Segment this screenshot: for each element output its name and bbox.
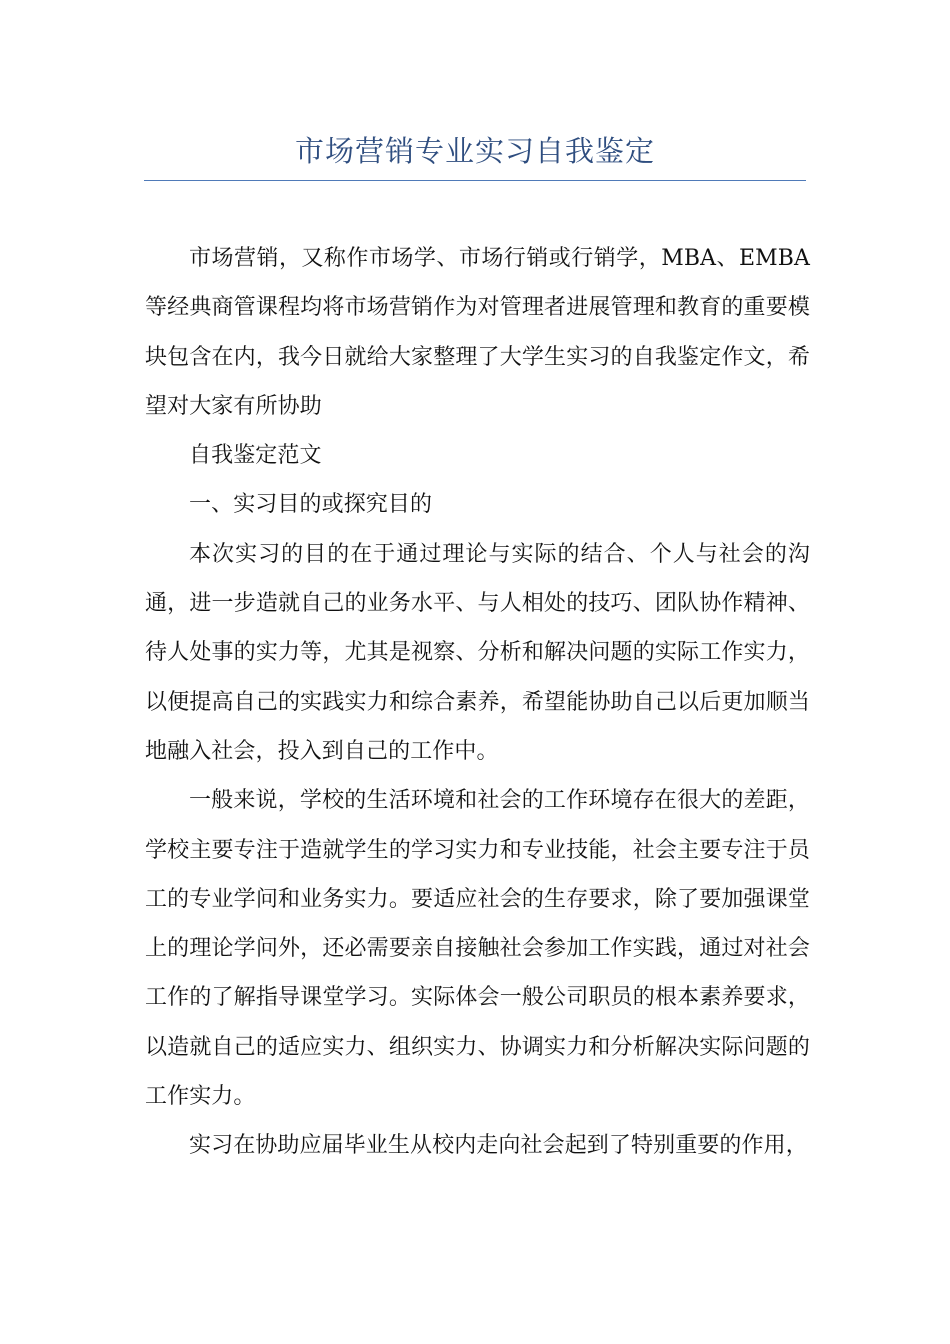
title-underline	[144, 180, 806, 181]
paragraph-intro: 市场营销，又称作市场学、市场行销或行销学，MBA、EMBA等经典商管课程均将市场营销作为对管理者进展管理和教育的重要模块包含在内，我今日就给大家整理了大学生实习的自我鉴定作文，希望对大家有所协助	[145, 246, 810, 419]
document-body	[145, 234, 810, 1171]
paragraph-heading-purpose: 一、实习目的或探究目的	[189, 492, 433, 518]
paragraph-heading-sample: 自我鉴定范文	[189, 443, 322, 469]
paragraph-purpose: 本次实习的目的在于通过理论与实际的结合、个人与社会的沟通，进一步造就自己的业务水平、与人相处的技巧、团队协作精神、待人处事的实力等，尤其是视察、分析和解决问题的实际工作实力，以便提高自己的实践实力和综合素养，希望能协助自己以后更加顺当地融入社会，投入到自己的工作中。	[145, 541, 810, 764]
paragraph-environment: 一般来说，学校的生活环境和社会的工作环境存在很大的差距，学校主要专注于造就学生的学习实力和专业技能，社会主要专注于员工的专业学问和业务实力。要适应社会的生存要求，除了要加强课堂上的理论学问外，还必需要亲自接触社会参加工作实践，通过对社会工作的了解指导课堂学习。实际体会一般公司职员的根本素养要求，以造就自己的适应实力、组织实力、协调实力和分析解决实际问题的工作实力。	[145, 788, 810, 1110]
document-title: 市场营销专业实习自我鉴定	[294, 134, 655, 168]
paragraph-internship: 实习在协助应届毕业生从校内走向社会起到了特别重要的作用，	[189, 1133, 808, 1159]
